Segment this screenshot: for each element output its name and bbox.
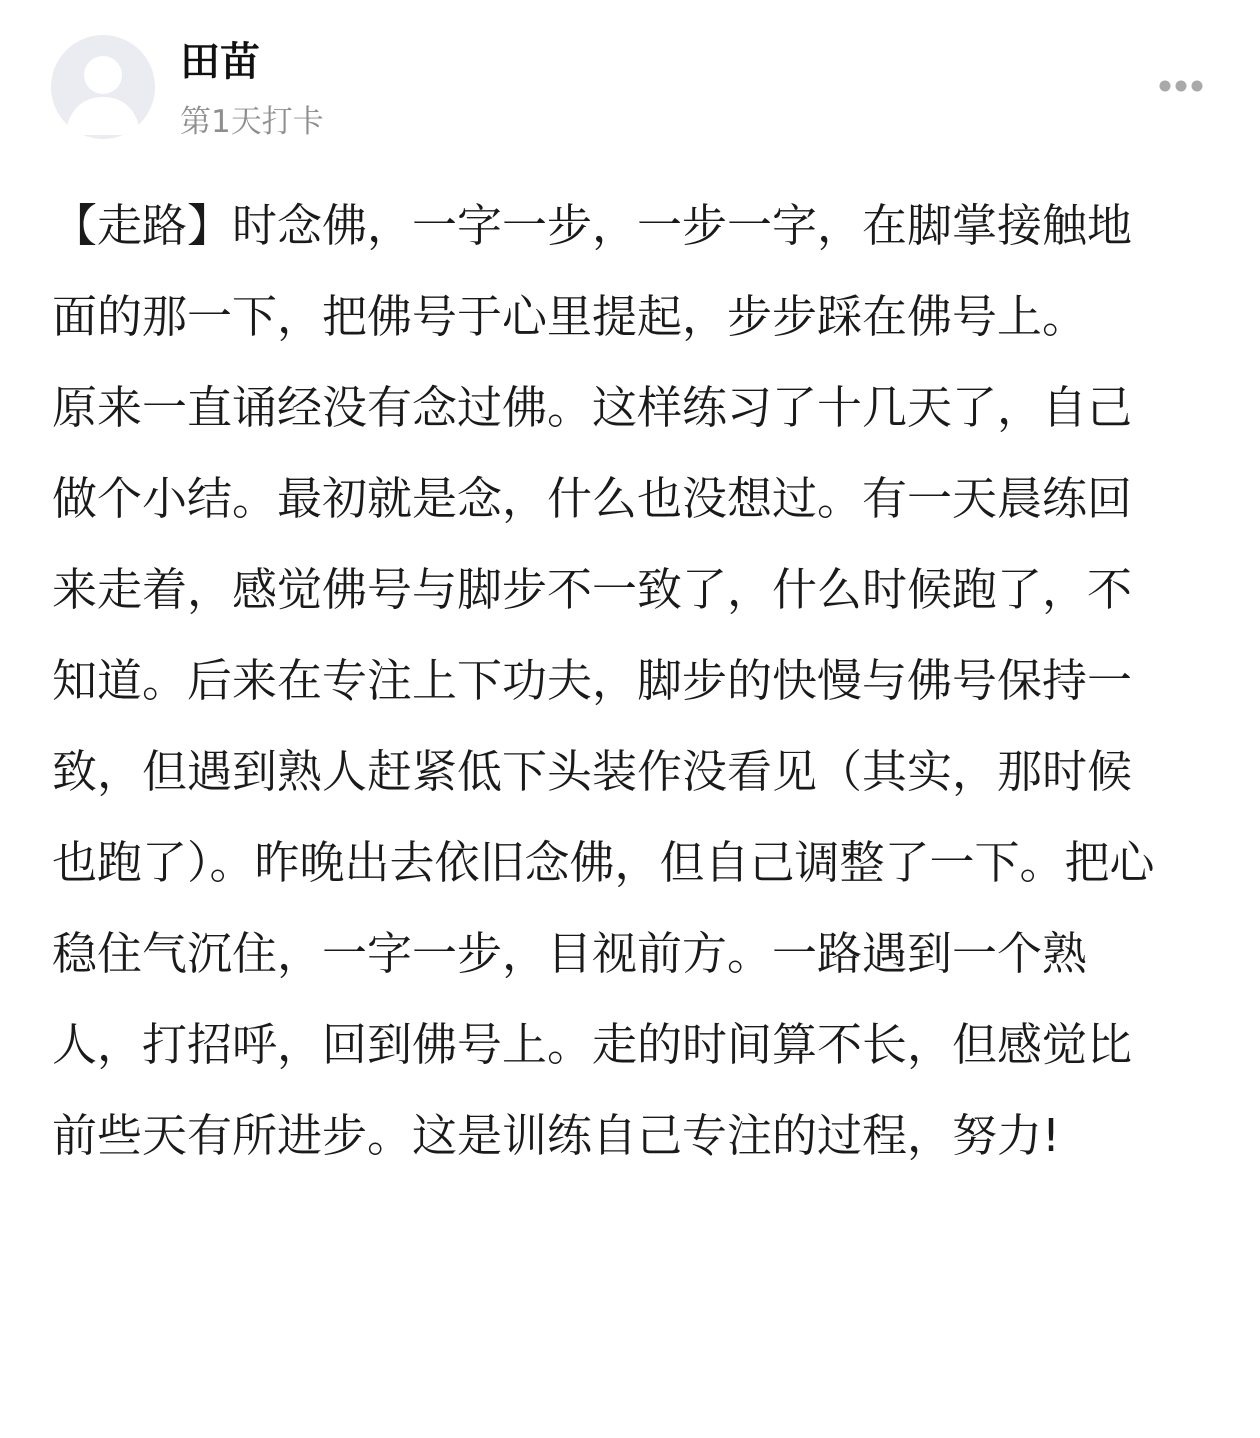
post-paragraph-1: 【走路】时念佛，一字一步，一步一字，在脚掌接触地面的那一下，把佛号于心里提起，步步踩在佛号上。: [52, 199, 1133, 343]
post-paragraph-2: 原来一直诵经没有念过佛。这样练习了十几天了，自己做个小结。最初就是念，什么也没想过。有一天晨练回来走着，感觉佛号与脚步不一致了，什么时候跑了，不知道。后来在专注上下功夫，脚步的快慢与佛号保持一致，但遇到熟人赶紧低下头装作没看见（其实，那时候也跑了）。昨晚出去依旧念佛，但自己调整了一下。把心稳住气沉住，一字一步，目视前方。一路遇到一个熟人，打招呼，回到佛号上。走的时间算不长，但感觉比前些天有所进步。这是训练自己专注的过程，努力!: [52, 381, 1155, 1162]
more-button[interactable]: [1150, 70, 1212, 102]
post-header: [0, 0, 1260, 160]
checkin-label: 第1天打卡: [180, 104, 324, 140]
avatar[interactable]: [51, 35, 155, 139]
default-user-avatar-icon: [51, 35, 155, 139]
post-body: [52, 180, 1164, 1181]
more-horizontal-icon: [1159, 80, 1203, 92]
author-name[interactable]: 田苗: [180, 39, 260, 85]
